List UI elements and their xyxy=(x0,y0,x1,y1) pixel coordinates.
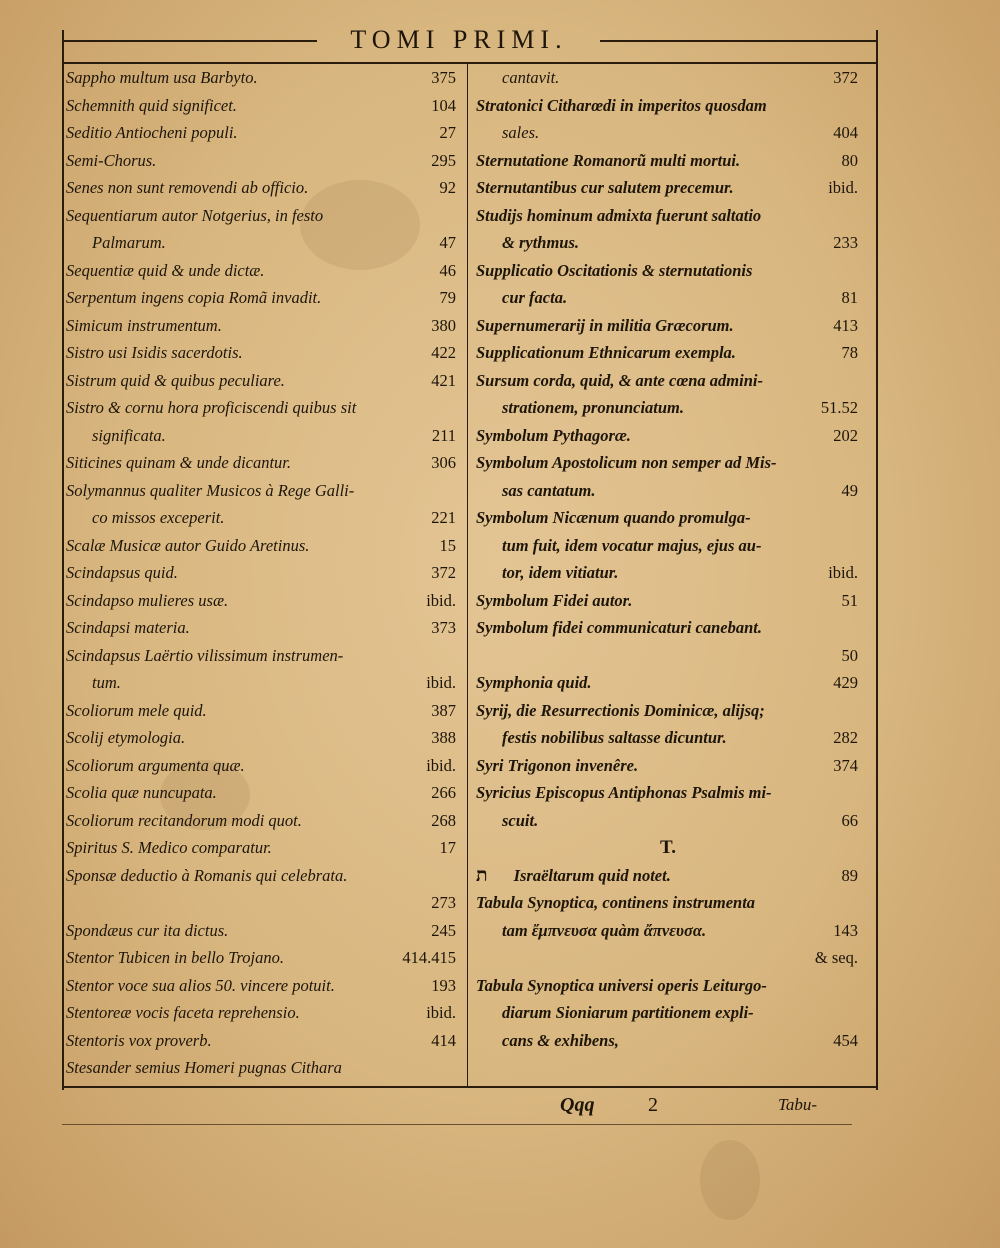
page-reference: 79 xyxy=(439,288,456,307)
index-term: Scalæ Musicæ autor Guido Aretinus. xyxy=(66,535,310,555)
footer-rule-thin xyxy=(62,1124,852,1125)
index-term: Symbolum Pythagoræ. xyxy=(476,425,631,445)
page-reference: ibid. xyxy=(426,755,456,775)
index-entry xyxy=(66,807,458,835)
page-reference: 375 xyxy=(431,68,456,87)
index-entry xyxy=(476,752,860,780)
index-entry xyxy=(476,174,860,202)
page-reference: 372 xyxy=(431,563,456,582)
index-entry xyxy=(66,92,458,120)
index-term: Sponsæ deductio à Romanis qui celebrata. xyxy=(66,865,348,885)
page-reference: 373 xyxy=(431,618,456,637)
index-term: Sequentiarum autor Notgerius, in festo xyxy=(66,205,324,225)
index-column-right xyxy=(476,64,860,1054)
page-reference: 47 xyxy=(439,233,456,252)
index-entry xyxy=(476,972,860,1000)
page-reference: 92 xyxy=(439,178,456,197)
index-column-left xyxy=(66,64,458,1082)
index-entry xyxy=(66,559,458,587)
page-reference: ibid. xyxy=(426,673,456,692)
index-term: sas cantatum. xyxy=(502,480,596,500)
page-reference: 27 xyxy=(439,123,456,142)
page-reference: 273 xyxy=(431,893,456,912)
page-reference: 295 xyxy=(431,150,456,170)
index-term: cans & exhibens, xyxy=(502,1030,619,1050)
index-entry xyxy=(66,147,458,175)
index-term: scuit. xyxy=(502,810,539,830)
index-term: Senes non sunt removendi ab officio. xyxy=(66,178,309,197)
index-term: Scoliorum mele quid. xyxy=(66,700,207,720)
page-reference: 104 xyxy=(431,95,456,115)
index-entry xyxy=(66,779,458,807)
index-entry xyxy=(476,669,860,697)
index-entry xyxy=(66,889,458,917)
index-term: Serpentum ingens copia Romã invadit. xyxy=(66,288,322,307)
page-reference: 268 xyxy=(431,810,456,830)
page-reference: 143 xyxy=(833,920,858,940)
index-term: Schemnith quid significet. xyxy=(66,95,237,115)
index-entry xyxy=(66,477,458,505)
index-entry xyxy=(476,587,860,615)
index-term: Studijs hominum admixta fuerunt saltatio xyxy=(476,205,762,225)
index-term: Stentor voce sua alios 50. vincere potuit. xyxy=(66,975,335,995)
index-term: Tabula Synoptica universi operis Leiturgo- xyxy=(476,975,767,995)
page-reference: 454 xyxy=(833,1030,858,1050)
index-entry xyxy=(476,257,860,285)
page-reference: 380 xyxy=(431,315,456,335)
index-entry xyxy=(476,312,860,340)
index-entry xyxy=(66,312,458,340)
index-entry xyxy=(476,367,860,395)
index-term: Stesander semius Homeri pugnas Cithara xyxy=(66,1058,342,1077)
index-entry xyxy=(66,257,458,285)
index-term: festis nobilibus saltasse dicuntur. xyxy=(502,728,727,747)
index-entry xyxy=(476,614,860,642)
index-term: Israëltarum quid notet. xyxy=(513,865,671,885)
index-entry xyxy=(476,724,860,752)
index-entry xyxy=(476,147,860,175)
index-term: tor, idem vitiatur. xyxy=(502,563,619,582)
index-term: Spiritus S. Medico comparatur. xyxy=(66,838,272,857)
index-entry xyxy=(66,752,458,780)
index-entry xyxy=(476,779,860,807)
section-letter: T. xyxy=(659,837,676,858)
page-reference: ibid. xyxy=(828,178,858,197)
page-reference: 414.415 xyxy=(402,948,456,967)
index-entry xyxy=(66,642,458,670)
index-term: Sistro & cornu hora proficiscendi quibus sit xyxy=(66,398,357,417)
page-reference: 51.52 xyxy=(820,398,858,417)
index-term: Syrij, die Resurrectionis Dominicæ, alijsq; xyxy=(476,700,765,720)
index-entry xyxy=(66,1054,458,1082)
index-entry xyxy=(66,174,458,202)
index-entry xyxy=(66,532,458,560)
index-term: Stentoris vox proverb. xyxy=(66,1030,212,1050)
page-reference: 202 xyxy=(833,425,858,445)
index-entry xyxy=(66,834,458,862)
page-reference: 421 xyxy=(431,370,456,390)
index-entry xyxy=(66,669,458,697)
index-term: Scoliorum argumenta quæ. xyxy=(66,755,245,775)
page-reference: 17 xyxy=(439,838,456,857)
index-term: sales. xyxy=(502,123,540,142)
index-term: diarum Sioniarum partitionem expli- xyxy=(502,1003,754,1022)
index-term: Stratonici Citharœdi in imperitos quosdam xyxy=(476,95,767,115)
footer-rule xyxy=(62,1086,876,1088)
page-reference: 374 xyxy=(833,755,858,775)
index-entry xyxy=(66,917,458,945)
index-term: Scolia quæ nuncupata. xyxy=(66,783,217,802)
page-reference: 282 xyxy=(833,728,858,747)
index-term: tum fuit, idem vocatur majus, ejus au- xyxy=(502,535,762,555)
index-term: Scindapsi materia. xyxy=(66,618,190,637)
paper-stain xyxy=(700,1140,760,1220)
index-term: tam ἔμπνευσα quàm ἄπνευσα. xyxy=(502,920,707,940)
page-reference: 211 xyxy=(431,425,456,445)
hebrew-letter: ת xyxy=(476,864,488,886)
index-entry xyxy=(476,202,860,230)
index-term: Tabula Synoptica, continens instrumenta xyxy=(476,893,756,912)
page-reference: ibid. xyxy=(426,590,456,610)
page-reference: ibid. xyxy=(828,563,858,582)
index-term: Scindapsus Laërtio vilissimum instrumen- xyxy=(66,645,344,665)
page-reference: 233 xyxy=(833,233,858,252)
index-entry xyxy=(476,394,860,422)
page-reference: 89 xyxy=(841,865,858,885)
index-term: Palmarum. xyxy=(92,233,166,252)
index-term: strationem, pronunciatum. xyxy=(502,398,685,417)
index-entry xyxy=(476,999,860,1027)
page-reference: 404 xyxy=(833,123,858,142)
index-entry xyxy=(476,917,860,945)
index-term: tum. xyxy=(92,673,121,692)
index-term: Symphonia quid. xyxy=(476,673,592,692)
index-entry xyxy=(66,449,458,477)
index-term: Spondæus cur ita dictus. xyxy=(66,920,229,940)
index-term: Simicum instrumentum. xyxy=(66,315,222,335)
page-reference: 429 xyxy=(833,673,858,692)
index-entry xyxy=(66,229,458,257)
index-term: Scindapsus quid. xyxy=(66,563,178,582)
index-entry xyxy=(66,972,458,1000)
index-term: Sistrum quid & quibus peculiare. xyxy=(66,370,285,390)
index-term: Symbolum Nicænum quando promulga- xyxy=(476,508,751,527)
index-term: & rythmus. xyxy=(502,233,580,252)
index-entry xyxy=(66,202,458,230)
index-term: Symbolum Apostolicum non semper ad Mis- xyxy=(476,453,777,472)
index-entry xyxy=(476,92,860,120)
index-entry xyxy=(476,559,860,587)
page-reference: 66 xyxy=(841,810,858,830)
index-entry xyxy=(66,614,458,642)
page-reference: 413 xyxy=(833,315,858,335)
index-term: co missos exceperit. xyxy=(92,508,225,527)
page-reference: 387 xyxy=(431,700,456,720)
index-term: Supplicatio Oscitationis & sternutationis xyxy=(476,260,753,280)
page-reference: 221 xyxy=(431,508,456,527)
index-entry xyxy=(476,64,860,92)
index-entry xyxy=(476,807,860,835)
index-term: Syri Trigonon invenêre. xyxy=(476,755,639,775)
index-entry xyxy=(66,367,458,395)
index-entry xyxy=(66,64,458,92)
page-reference: 266 xyxy=(431,783,456,802)
page-reference: 306 xyxy=(431,453,456,472)
index-entry xyxy=(66,339,458,367)
index-entry xyxy=(66,504,458,532)
page-reference: 193 xyxy=(431,975,456,995)
index-entry xyxy=(476,889,860,917)
index-term: Supernumerarij in militia Græcorum. xyxy=(476,315,734,335)
page-reference: 388 xyxy=(431,728,456,747)
index-term: Sursum corda, quid, & ante cœna admini- xyxy=(476,370,763,390)
index-term: Scolij etymologia. xyxy=(66,728,186,747)
index-entry xyxy=(476,339,860,367)
page-reference: & seq. xyxy=(814,948,858,967)
page-reference: 422 xyxy=(431,343,456,362)
index-term: Symbolum fidei communicaturi canebant. xyxy=(476,618,763,637)
index-entry xyxy=(66,724,458,752)
index-entry xyxy=(476,477,860,505)
index-entry xyxy=(66,999,458,1027)
index-entry xyxy=(66,587,458,615)
page-reference: ibid. xyxy=(426,1003,456,1022)
index-term: Symbolum Fidei autor. xyxy=(476,590,633,610)
index-term: cantavit. xyxy=(502,68,560,87)
index-entry xyxy=(476,697,860,725)
index-entry xyxy=(476,449,860,477)
header-rule-right xyxy=(600,40,876,42)
index-entry xyxy=(476,532,860,560)
index-term: Syricius Episcopus Antiphonas Psalmis mi- xyxy=(476,783,772,802)
index-term: Sequentiæ quid & unde dictæ. xyxy=(66,260,265,280)
index-term: cur facta. xyxy=(502,288,568,307)
index-term: Stentor Tubicen in bello Trojano. xyxy=(66,948,285,967)
index-entry xyxy=(66,422,458,450)
index-term: Sternutatione Romanorũ multi mortui. xyxy=(476,150,741,170)
page-reference: 51 xyxy=(841,590,858,610)
running-head: TOMI PRIMI. xyxy=(350,25,568,54)
page-reference: 78 xyxy=(841,343,858,362)
index-term: Sappho multum usa Barbyto. xyxy=(66,68,258,87)
index-term: Sternutantibus cur salutem precemur. xyxy=(476,178,734,197)
index-entry xyxy=(476,422,860,450)
index-term: significata. xyxy=(92,425,166,445)
index-term: Seditio Antiocheni populi. xyxy=(66,123,238,142)
page-reference: 81 xyxy=(841,288,858,307)
page-reference: 46 xyxy=(439,260,456,280)
page-reference: 414 xyxy=(431,1030,456,1050)
index-entry xyxy=(476,504,860,532)
page-reference: 372 xyxy=(833,68,858,87)
index-entry xyxy=(476,944,860,972)
index-entry xyxy=(476,642,860,670)
page-reference: 245 xyxy=(431,920,456,940)
index-entry xyxy=(476,1027,860,1055)
index-entry xyxy=(66,944,458,972)
signature-mark: Qqq xyxy=(560,1094,595,1116)
index-term: Siticines quinam & unde dicantur. xyxy=(66,453,292,472)
index-entry xyxy=(66,697,458,725)
index-entry xyxy=(66,1027,458,1055)
index-entry xyxy=(66,284,458,312)
page-reference: 80 xyxy=(841,150,858,170)
page-reference: 50 xyxy=(841,645,858,665)
index-term: Stentoreæ vocis faceta reprehensio. xyxy=(66,1003,300,1022)
index-term: Scoliorum recitandorum modi quot. xyxy=(66,810,302,830)
header-rule-left xyxy=(62,40,317,42)
index-entry xyxy=(476,862,860,890)
index-term: Sistro usi Isidis sacerdotis. xyxy=(66,343,243,362)
index-term: Supplicationum Ethnicarum exempla. xyxy=(476,343,736,362)
index-entry xyxy=(66,862,458,890)
page-reference: 49 xyxy=(841,480,858,500)
index-term: Solymannus qualiter Musicos à Rege Galli- xyxy=(66,480,355,500)
page-reference: 15 xyxy=(439,535,456,555)
index-entry xyxy=(476,284,860,312)
index-entry xyxy=(476,229,860,257)
index-entry xyxy=(66,394,458,422)
index-entry xyxy=(66,119,458,147)
index-term: Semi-Chorus. xyxy=(66,150,157,170)
index-term: Scindapso mulieres usæ. xyxy=(66,590,229,610)
index-entry xyxy=(476,119,860,147)
catchword: Tabu- xyxy=(778,1095,818,1114)
signature-number: 2 xyxy=(648,1094,658,1116)
column-divider xyxy=(467,64,468,1087)
